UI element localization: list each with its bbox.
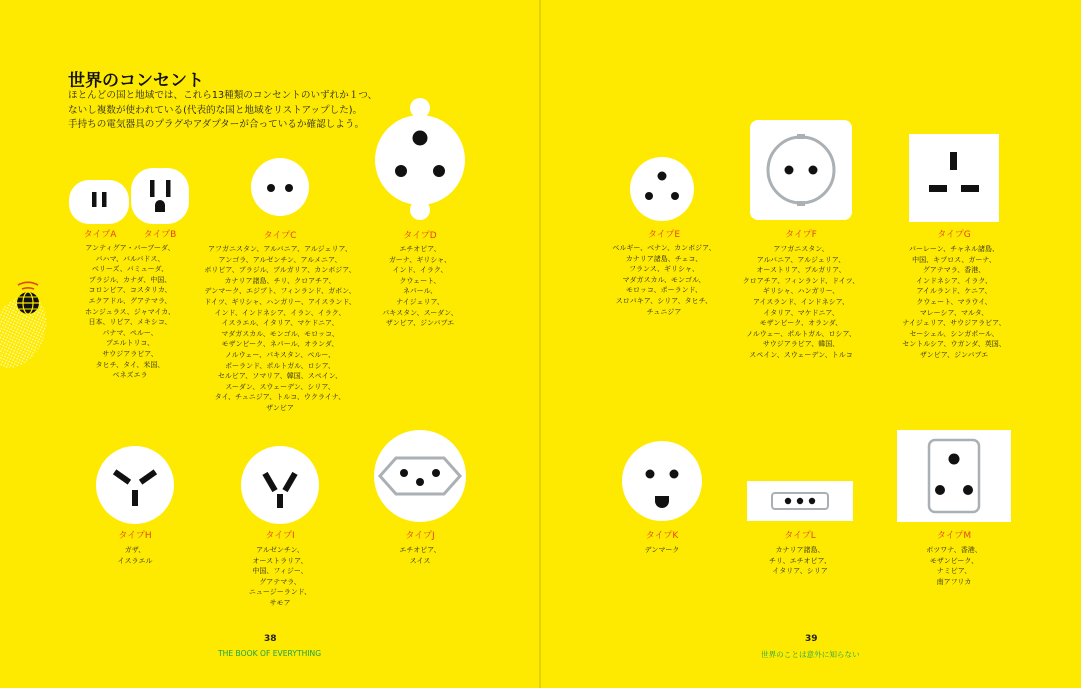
country-line: セントルシア、ウガンダ、英国、 [902,340,1006,349]
country-line: バハマ、バルバドス、 [95,254,165,263]
socket-type-f-icon [750,120,852,220]
country-line: カナリア諸島、チェコ、 [625,254,703,263]
socket-type-g-icon [909,134,999,222]
country-line: インド、インドネシア、イラン、イラク、 [214,308,346,317]
country-line: ギリシャ、ハンガリー、 [762,287,840,296]
country-line: タイ、チュニジア、トルコ、ウクライナ、 [214,393,346,402]
left-page [0,0,540,688]
country-line: ザンビア、ジンバブエ [385,319,455,328]
socket-type-d-countries [360,244,480,329]
country-line: 日本、リビア、メキシコ、 [88,318,172,327]
country-line: マレーシア、マルタ、 [919,308,989,317]
country-line: セルビア、ソマリア、韓国、スペイン、 [217,372,343,381]
socket-type-h-icon [96,446,174,524]
country-line: グアテマラ、香港、 [922,266,986,275]
country-line: コロンビア、コスタリカ、 [88,286,172,295]
country-line: ボツワナ、香港、 [926,546,982,554]
socket-type-l-countries [745,545,855,577]
socket-type-e-label: タイプE [647,230,681,240]
intro-line: 手持ちの電気器具のプラグやアダプターが合っているか確認しよう。 [68,119,365,130]
country-line: スロバキア、シリア、タヒチ、 [615,296,713,305]
socket-type-h-countries [90,545,180,566]
socket-type-f-label: タイプF [785,230,817,240]
running-title: 世界のことは意外に知らない [761,650,860,659]
country-line: エチオピア、 [399,245,441,253]
country-line: インドネシア、イラク、 [915,276,993,285]
country-line: カナリア諸島、チリ、クロアチア、 [224,276,336,285]
socket-type-b-label: タイプB [143,230,177,240]
country-line: ホンジュラス、ジャマイカ、 [85,307,175,316]
country-line: タヒチ、タイ、米国、 [95,360,165,369]
socket-type-a-label: タイプA [83,230,117,240]
country-line: アルバニア、アルジェリア、 [756,255,846,264]
country-line: デンマーク、エジプト、フィンランド、ガボン、 [204,287,356,296]
socket-type-h-label: タイプH [118,531,152,541]
socket-type-j-label: タイプJ [405,531,435,541]
socket-type-e-icon [630,157,694,221]
country-line: フランス、ギリシャ、 [629,265,699,274]
socket-type-f-countries [731,244,871,361]
socket-type-l-icon [747,481,853,521]
socket-type-i-label: タイプI [265,531,295,541]
country-line: パナマ、ペルー、 [102,328,158,337]
country-line: ガーナ、ギリシャ、 [388,255,452,264]
socket-type-m-icon [897,430,1011,522]
running-title: THE BOOK OF EVERYTHING [218,649,322,658]
socket-type-i-countries [225,545,335,609]
country-line: ニュージーランド、 [248,588,312,597]
country-line: ベネズエラ [112,371,148,380]
page-number: 39 [805,634,818,644]
socket-type-l-label: タイプL [784,531,816,541]
country-line: ナミビア、 [936,567,972,576]
page-title: 世界のコンセント [68,71,204,91]
country-line: アンティグア・バーブーダ、 [85,244,175,252]
socket-type-e-countries [599,243,729,317]
country-line: ザンビア [266,403,294,412]
socket-type-g-countries [884,244,1024,361]
country-line: モロッコ、ポーランド、 [626,286,702,295]
country-line: ブラジル、カナダ、中国、 [88,275,172,284]
country-line: エクアドル、グアテマラ、 [88,296,172,305]
country-line: 中国、フィジー、 [252,567,308,576]
socket-type-b-countries [60,243,200,381]
country-line: アフガニスタン、 [773,245,829,253]
country-line: セーシェル、シンガポール、 [909,329,999,338]
socket-type-j-icon [370,428,470,524]
country-line: ドイツ、ギリシャ、ハンガリー、アイスランド、 [204,297,356,306]
country-line: ネパール、 [402,287,438,296]
country-line: サウジアラビア、 [102,349,158,358]
intro-line: ないし複数が使われている(代表的な国と地域をリストアップした)。 [68,104,363,116]
country-line: ナイジェリア、サウジアラビア、 [902,319,1006,328]
country-line: ノルウェー、ポルトガル、ロシア、 [746,329,856,338]
country-line: プエルトリコ、 [105,339,155,348]
country-line: エチオピア、 [399,546,441,554]
country-line: スーダン、スウェーデン、シリア、 [225,382,335,391]
country-line: イタリア、マケドニア、 [763,308,839,317]
country-line: チュニジア [646,307,682,316]
socket-type-j-countries [370,545,470,566]
country-line: クウェート、マラウイ、 [916,297,992,306]
country-line: アンゴラ、アルゼンチン、アルメニア、 [218,255,342,264]
country-line: モザンビーク、オランダ、 [759,319,843,328]
right-page [541,0,1081,688]
socket-type-g-label: タイプG [937,230,971,240]
country-line: モザンビーク、ネパール、オランダ、 [221,340,339,349]
socket-type-c-countries [195,244,365,414]
fingerprint-globe-icon [0,280,60,376]
page-number: 38 [264,634,277,644]
country-line: マダガスカル、モンゴル、 [622,275,706,284]
country-line: アイスランド、インドネシア、 [752,297,850,306]
country-line: ナイジェリア、 [396,297,444,306]
country-line: ボリビア、ブラジル、ブルガリア、カンボジア、 [204,266,356,275]
socket-type-a-icon [69,180,129,224]
country-line: ベルギー、ベナン、カンボジア、 [612,244,716,252]
socket-type-i-icon [241,446,319,524]
country-line: サウジアラビア、韓国、 [762,340,840,349]
country-line: スイス [409,556,431,565]
intro-text [68,89,408,133]
country-line: イスラエル、イタリア、マケドニア、 [221,319,339,328]
country-line: イタリア、シリア [772,567,828,576]
country-line: 南アフリカ [936,577,972,586]
country-line: ガザ、 [124,546,146,554]
socket-type-k-countries [617,545,707,556]
country-line: パキスタン、スーダン、 [382,308,458,317]
socket-type-c-label: タイプC [263,231,297,241]
socket-type-m-label: タイプM [936,531,972,541]
country-line: デンマーク [644,546,680,554]
intro-line: ほとんどの国と地域では、これら13種類のコンセントのいずれか１つ、 [68,90,378,101]
country-line: クウェート、 [399,276,441,285]
country-line: ノルウェー、パキスタン、ペルー、 [224,350,336,359]
country-line: ベリーズ、バミューダ、 [91,265,169,274]
country-line: ザンビア、ジンバブエ [919,350,989,359]
socket-type-m-countries [904,545,1004,587]
country-line: ポーランド、ポルトガル、ロシア、 [224,361,336,370]
country-line: モザンビーク、 [929,556,979,565]
country-line: サモア [269,598,291,607]
country-line: クロアチア、フィンランド、ドイツ、 [742,276,860,285]
socket-type-k-label: タイプK [645,531,679,541]
country-line: イスラエル [117,556,153,565]
country-line: カナリア諸島、 [775,546,825,554]
country-line: オーストリア、ブルガリア、 [756,266,846,275]
country-line: マダガスカル、モンゴル、モロッコ、 [221,329,339,338]
country-line: 中国、キプロス、ガーナ、 [912,255,996,264]
socket-type-d-icon [375,98,465,220]
country-line: チリ、エチオピア、 [769,556,831,565]
country-line: スペイン、スウェーデン、トルコ [749,350,853,359]
socket-type-k-icon [622,441,702,521]
country-line: グアテマラ、 [259,577,301,586]
country-line: アイルランド、ケニア、 [916,287,992,296]
socket-type-c-icon [251,158,309,216]
socket-type-d-label: タイプD [403,231,437,241]
country-line: アルゼンチン、 [256,546,304,554]
country-line: インド、イラク、 [392,266,448,275]
country-line: オーストラリア、 [252,556,308,565]
country-line: アフガニスタン、アルバニア、アルジェリア、 [208,245,352,253]
socket-type-b-icon [131,168,189,224]
country-line: バーレーン、チャネル諸島、 [909,245,999,253]
